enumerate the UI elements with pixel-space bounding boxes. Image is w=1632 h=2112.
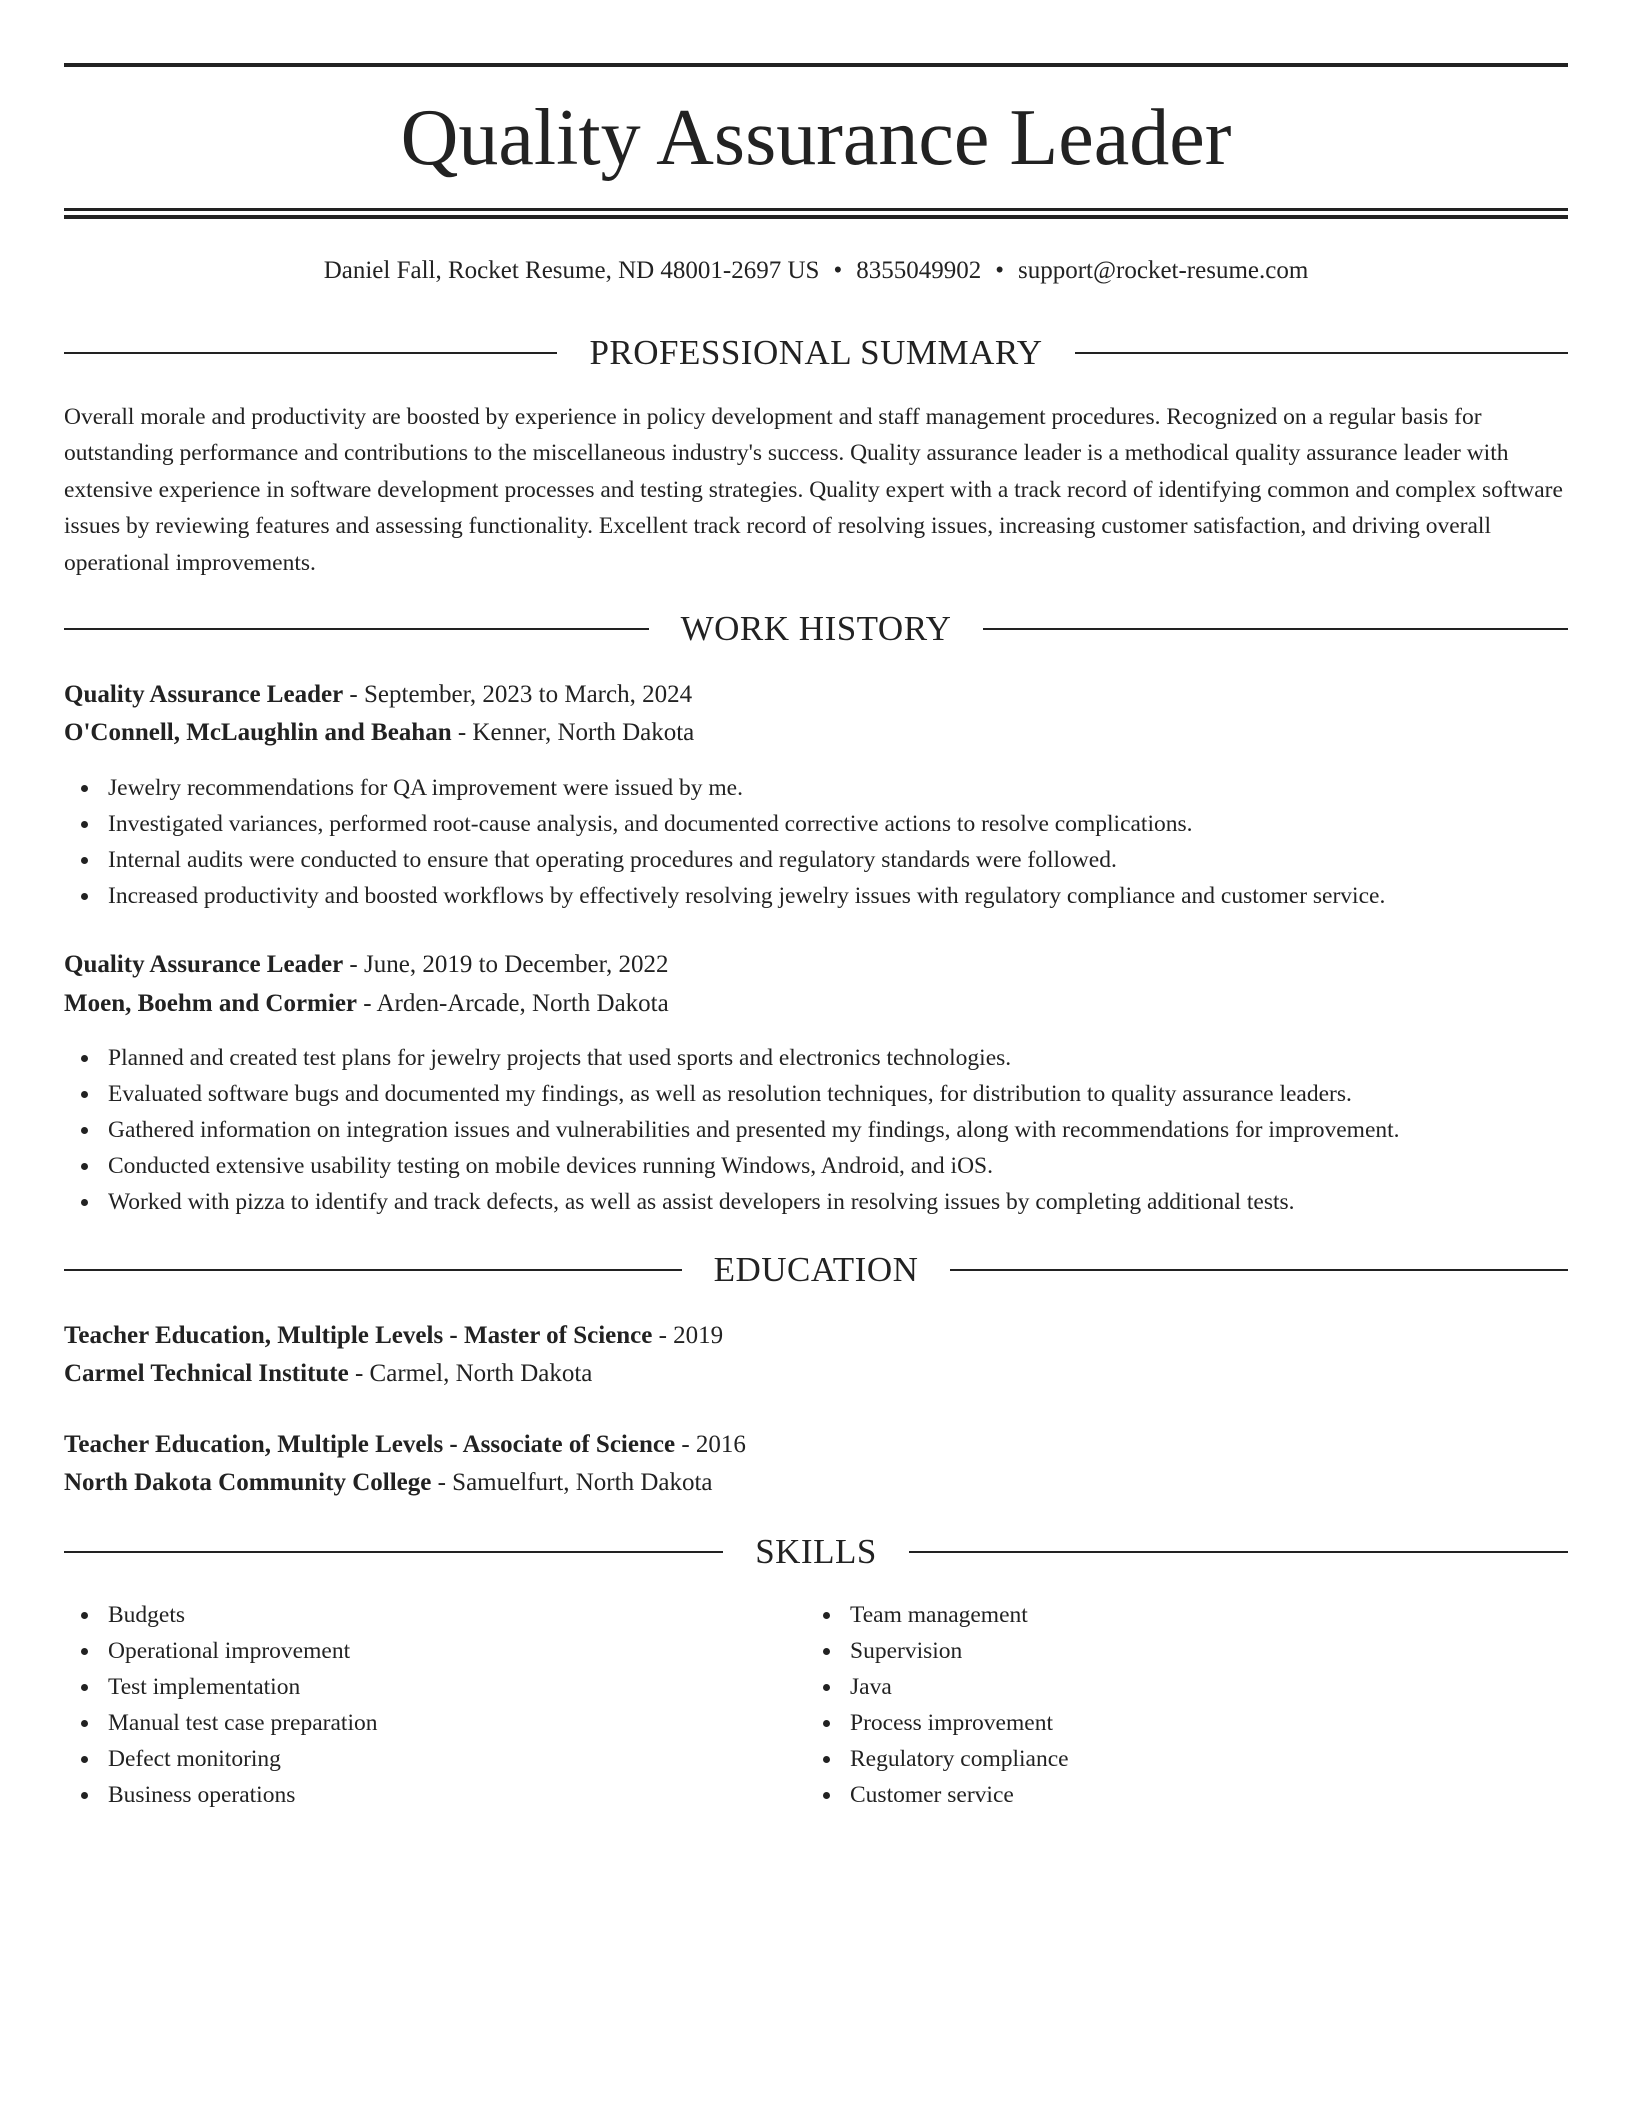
heading-rule	[909, 1551, 1568, 1553]
contact-separator: •	[995, 257, 1004, 284]
skill-item: Test implementation	[64, 1669, 764, 1705]
section-heading-education	[64, 1248, 1568, 1292]
job-bullets	[64, 1040, 1568, 1220]
list-item: Conducted extensive usability testing on mobile devices running Windows, Android, and iOS.	[64, 1148, 1568, 1184]
education-degree: Teacher Education, Multiple Levels - Master of Science	[64, 1322, 653, 1349]
skill-item: Defect monitoring	[64, 1741, 764, 1777]
skill-item: Team management	[806, 1597, 1506, 1633]
section-heading-work-history	[64, 607, 1568, 651]
skill-item: Budgets	[64, 1597, 764, 1633]
job-company-line	[64, 986, 1568, 1022]
heading-rule	[64, 1551, 723, 1553]
job-bullets	[64, 770, 1568, 914]
skill-item: Customer service	[806, 1777, 1506, 1813]
header-top-rule	[64, 63, 1568, 67]
heading-rule	[983, 628, 1568, 630]
job-company: Moen, Boehm and Cormier	[64, 990, 358, 1017]
job-company: O'Connell, McLaughlin and Beahan	[64, 719, 452, 746]
job-location: - Arden-Arcade, North Dakota	[357, 990, 669, 1017]
heading-rule	[64, 352, 557, 354]
list-item: Evaluated software bugs and documented my findings, as well as resolution techniques, for distribution to quality assurance leaders.	[64, 1076, 1568, 1112]
summary-text: Overall morale and productivity are boosted by experience in policy development and staff management procedures. Recognized on a regular basis for outstanding performance and contributions to the miscellaneous industry's success. Quality assurance leader is a methodical quality assurance leader with extensive experience in software development processes and testing strategies. Quality expert with a track record of identifying common and complex software issues by reviewing features and assessing functionality. Excellent track record of resolving issues, increasing customer satisfaction, and driving overall operational improvements.	[64, 404, 1563, 576]
skill-item: Supervision	[806, 1633, 1506, 1669]
contact-line	[64, 254, 1568, 288]
contact-email: support@rocket-resume.com	[1018, 257, 1309, 284]
education-school: Carmel Technical Institute	[64, 1360, 349, 1387]
education-school-line	[64, 1356, 1568, 1392]
section-heading-summary	[64, 331, 1568, 375]
education-degree-line	[64, 1427, 1568, 1463]
job-dates: - June, 2019 to December, 2022	[343, 951, 669, 978]
contact-phone: 8355049902	[856, 257, 982, 284]
job-company-line	[64, 715, 1568, 751]
education-year: - 2016	[675, 1431, 746, 1458]
section-title: WORK HISTORY	[680, 609, 952, 648]
list-item: Investigated variances, performed root-cause analysis, and documented corrective actions to resolve complications.	[64, 806, 1568, 842]
skill-item: Operational improvement	[64, 1633, 764, 1669]
job-title: Quality Assurance Leader	[64, 681, 344, 708]
list-item: Planned and created test plans for jewelry projects that used sports and electronics technologies.	[64, 1040, 1568, 1076]
education-degree: Teacher Education, Multiple Levels - Associate of Science	[64, 1431, 676, 1458]
education-year: - 2019	[652, 1322, 724, 1349]
skill-item: Process improvement	[806, 1705, 1506, 1741]
heading-rule	[1075, 352, 1568, 354]
resume-page	[64, 0, 1568, 2112]
job-title: Quality Assurance Leader	[64, 951, 344, 978]
education-location: - Carmel, North Dakota	[348, 1360, 593, 1387]
skills-list-right	[806, 1597, 1506, 1813]
list-item: Increased productivity and boosted workflows by effectively resolving jewelry issues with regulatory compliance and customer service.	[64, 878, 1568, 914]
header-double-rule	[64, 208, 1568, 219]
list-item: Worked with pizza to identify and track defects, as well as assist developers in resolving issues by completing additional tests.	[64, 1184, 1568, 1220]
skills-list-left	[64, 1597, 764, 1813]
skill-item: Manual test case preparation	[64, 1705, 764, 1741]
skill-item: Business operations	[64, 1777, 764, 1813]
education-school: North Dakota Community College	[64, 1469, 432, 1496]
job-title-line	[64, 677, 1568, 713]
skill-item: Java	[806, 1669, 1506, 1705]
section-title: PROFESSIONAL SUMMARY	[589, 333, 1043, 372]
job-location: - Kenner, North Dakota	[451, 719, 695, 746]
contact-address: Daniel Fall, Rocket Resume, ND 48001-2697 US	[323, 257, 820, 284]
education-degree-line	[64, 1318, 1568, 1354]
section-title: EDUCATION	[713, 1250, 919, 1289]
resume-title: Quality Assurance Leader	[400, 94, 1232, 182]
section-title: SKILLS	[755, 1532, 877, 1571]
list-item: Internal audits were conducted to ensure that operating procedures and regulatory standards were followed.	[64, 842, 1568, 878]
education-location: - Samuelfurt, North Dakota	[431, 1469, 713, 1496]
heading-rule	[64, 628, 649, 630]
heading-rule	[950, 1269, 1568, 1271]
section-heading-skills	[64, 1530, 1568, 1574]
heading-rule	[64, 1269, 682, 1271]
education-school-line	[64, 1465, 1568, 1501]
job-title-line	[64, 947, 1568, 983]
job-dates: - September, 2023 to March, 2024	[343, 681, 693, 708]
list-item: Gathered information on integration issues and vulnerabilities and presented my findings, along with recommendations for improvement.	[64, 1112, 1568, 1148]
list-item: Jewelry recommendations for QA improvement were issued by me.	[64, 770, 1568, 806]
contact-separator: •	[833, 257, 843, 284]
skill-item: Regulatory compliance	[806, 1741, 1506, 1777]
